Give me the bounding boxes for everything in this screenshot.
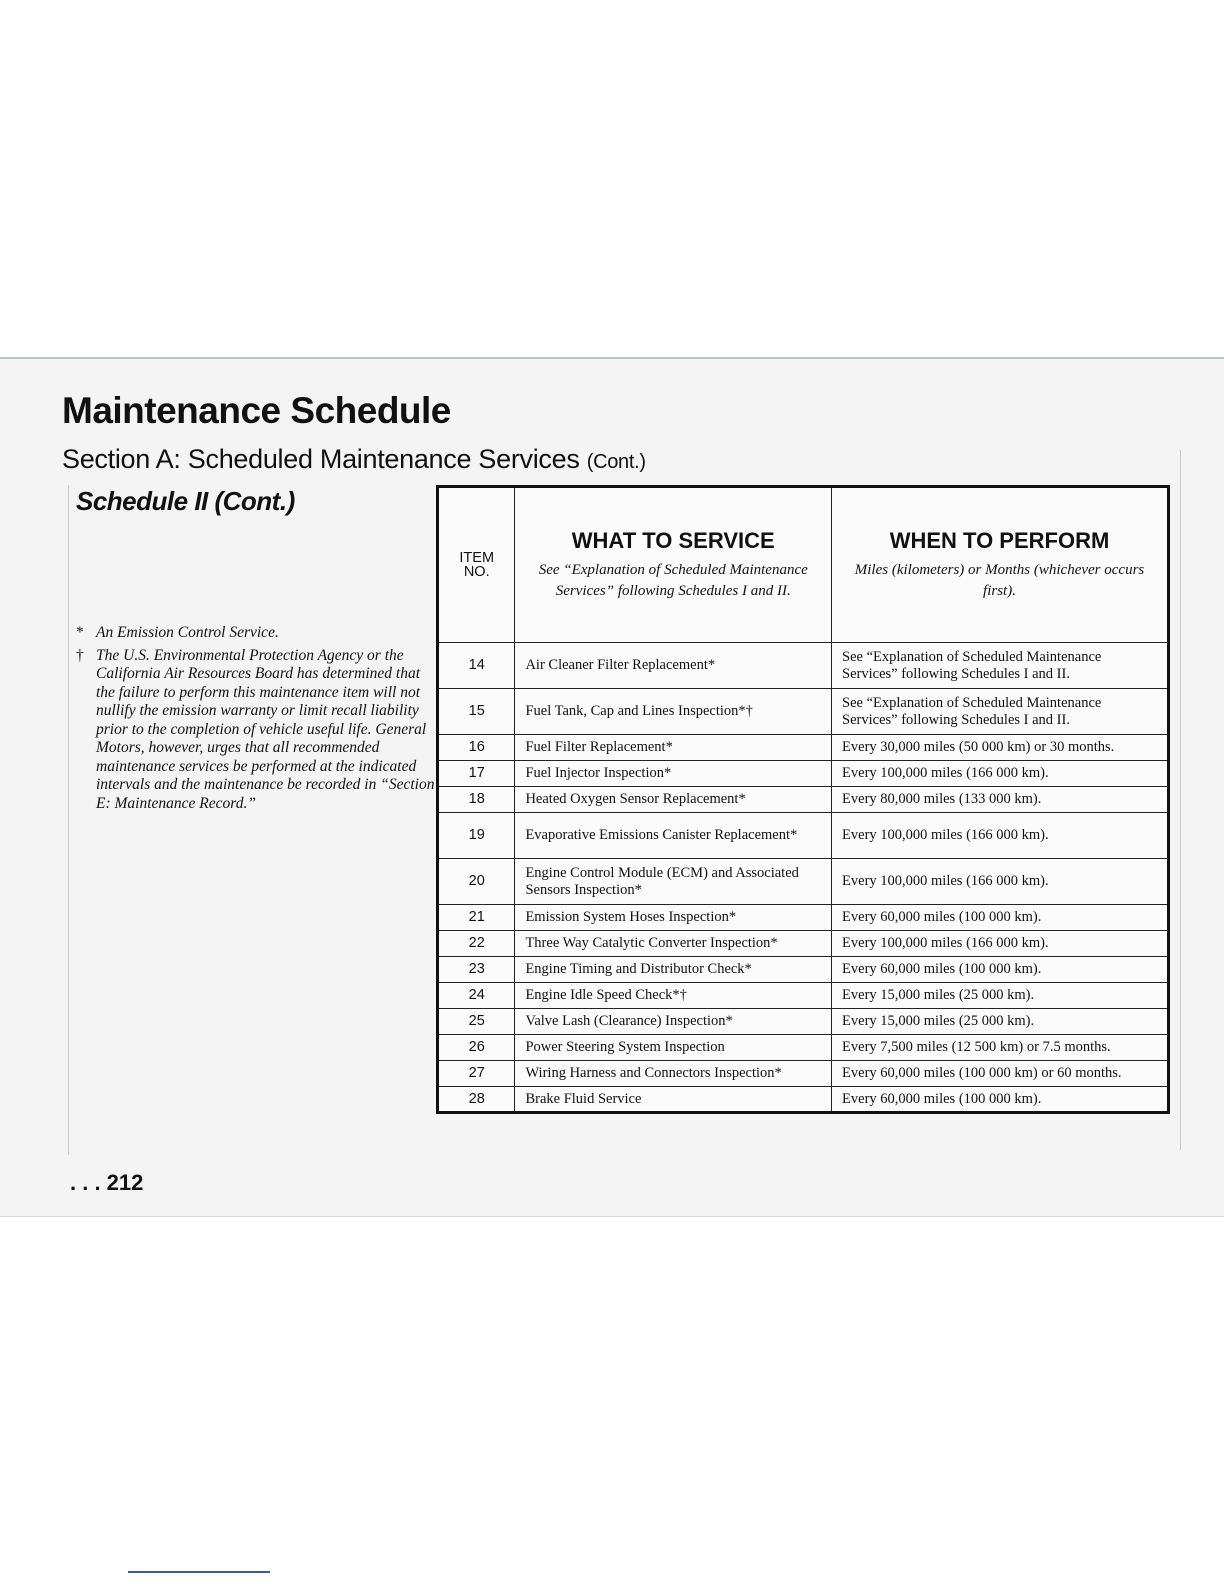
table-row [438, 813, 1169, 859]
service-item-cell: Valve Lash (Clearance) Inspection* [515, 1009, 832, 1035]
interval-cell: Every 15,000 miles (25 000 km). [832, 983, 1169, 1009]
interval-cell: Every 60,000 miles (100 000 km) or 60 months. [832, 1061, 1169, 1087]
item-number-cell: 20 [438, 859, 515, 905]
item-number-cell: 26 [438, 1035, 515, 1061]
item-number-cell: 18 [438, 787, 515, 813]
table-row [438, 931, 1169, 957]
interval-cell: Every 30,000 miles (50 000 km) or 30 months. [832, 735, 1169, 761]
interval-cell: See “Explanation of Scheduled Maintenance Services” following Schedules I and II. [832, 689, 1169, 735]
column-header-when-to-perform [832, 487, 1169, 643]
item-number-cell: 15 [438, 689, 515, 735]
bottom-accent-line [128, 1571, 270, 1573]
interval-cell: Every 100,000 miles (166 000 km). [832, 931, 1169, 957]
item-number-cell: 16 [438, 735, 515, 761]
what-to-service-title: WHAT TO SERVICE [571, 528, 775, 553]
table-row [438, 735, 1169, 761]
item-number-cell: 14 [438, 643, 515, 689]
interval-cell: Every 100,000 miles (166 000 km). [832, 859, 1169, 905]
schedule-heading: Schedule II (Cont.) [76, 486, 295, 516]
footnote-text: The U.S. Environmental Protection Agency or the California Air Resources Board has determined that the failure to perform this maintenance item will not nullify the emission warranty or limit recall liability prior to the completion of vehicle useful life. General Motors, however, urges that all recommended maintenance services be performed at the indicated intervals and the maintenance be recorded in “Section E: Maintenance Record.” [96, 646, 435, 812]
right-margin-rule [1180, 450, 1181, 1150]
table-body [438, 643, 1169, 1113]
interval-cell: Every 60,000 miles (100 000 km). [832, 905, 1169, 931]
interval-cell: Every 80,000 miles (133 000 km). [832, 787, 1169, 813]
service-item-cell: Fuel Injector Inspection* [515, 761, 832, 787]
table-row [438, 787, 1169, 813]
service-item-cell: Power Steering System Inspection [515, 1035, 832, 1061]
item-number-cell: 23 [438, 957, 515, 983]
service-item-cell: Wiring Harness and Connectors Inspection* [515, 1061, 832, 1087]
what-to-service-note: See “Explanation of Scheduled Maintenance Services” following Schedules I and II. [538, 562, 808, 599]
item-number-cell: 17 [438, 761, 515, 787]
footnote-mark: † [76, 646, 84, 664]
table-row [438, 1009, 1169, 1035]
table-row [438, 957, 1169, 983]
table-row [438, 905, 1169, 931]
table-row [438, 859, 1169, 905]
left-margin-rule [68, 485, 69, 1155]
table-row [438, 761, 1169, 787]
page-title: Maintenance Schedule [62, 390, 451, 431]
interval-cell: Every 60,000 miles (100 000 km). [832, 957, 1169, 983]
service-item-cell: Three Way Catalytic Converter Inspection* [515, 931, 832, 957]
item-number-cell: 28 [438, 1087, 515, 1113]
table-row [438, 1087, 1169, 1113]
footnote-mark: * [76, 624, 84, 641]
column-header-item-no: ITEM NO. [438, 487, 515, 643]
interval-cell: Every 7,500 miles (12 500 km) or 7.5 months. [832, 1035, 1169, 1061]
item-number-cell: 24 [438, 983, 515, 1009]
maintenance-table [436, 485, 1170, 1114]
service-item-cell: Fuel Tank, Cap and Lines Inspection*† [515, 689, 832, 735]
section-subtitle-text: Section A: Scheduled Maintenance Services [62, 444, 580, 474]
table-row [438, 689, 1169, 735]
interval-cell: See “Explanation of Scheduled Maintenance Services” following Schedules I and II. [832, 643, 1169, 689]
service-item-cell: Fuel Filter Replacement* [515, 735, 832, 761]
footnote-text: An Emission Control Service. [96, 624, 279, 641]
service-item-cell: Brake Fluid Service [515, 1087, 832, 1113]
interval-cell: Every 100,000 miles (166 000 km). [832, 813, 1169, 859]
bottom-divider [0, 1216, 1224, 1217]
item-number-cell: 25 [438, 1009, 515, 1035]
service-item-cell: Heated Oxygen Sensor Replacement* [515, 787, 832, 813]
table-row [438, 1035, 1169, 1061]
page-number: . . . 212 [70, 1170, 144, 1195]
when-to-perform-note: Miles (kilometers) or Months (whichever occurs first). [854, 562, 1145, 599]
column-header-what-to-service [515, 487, 832, 643]
interval-cell: Every 100,000 miles (166 000 km). [832, 761, 1169, 787]
interval-cell: Every 15,000 miles (25 000 km). [832, 1009, 1169, 1035]
service-item-cell: Engine Timing and Distributor Check* [515, 957, 832, 983]
table-row [438, 983, 1169, 1009]
footnote-epa [76, 647, 438, 814]
top-divider [0, 357, 1224, 359]
item-number-cell: 19 [438, 813, 515, 859]
interval-cell: Every 60,000 miles (100 000 km). [832, 1087, 1169, 1113]
footnotes [76, 624, 438, 817]
item-number-cell: 21 [438, 905, 515, 931]
service-item-cell: Air Cleaner Filter Replacement* [515, 643, 832, 689]
item-number-cell: 27 [438, 1061, 515, 1087]
section-subtitle [62, 444, 646, 475]
service-item-cell: Engine Idle Speed Check*† [515, 983, 832, 1009]
service-item-cell: Emission System Hoses Inspection* [515, 905, 832, 931]
table-header-row [438, 487, 1169, 643]
item-number-cell: 22 [438, 931, 515, 957]
footnote-emission [76, 624, 438, 643]
service-item-cell: Engine Control Module (ECM) and Associated Sensors Inspection* [515, 859, 832, 905]
table-row [438, 1061, 1169, 1087]
when-to-perform-title: WHEN TO PERFORM [889, 528, 1110, 553]
service-item-cell: Evaporative Emissions Canister Replacement* [515, 813, 832, 859]
section-subtitle-cont: (Cont.) [586, 451, 646, 473]
table-row [438, 643, 1169, 689]
